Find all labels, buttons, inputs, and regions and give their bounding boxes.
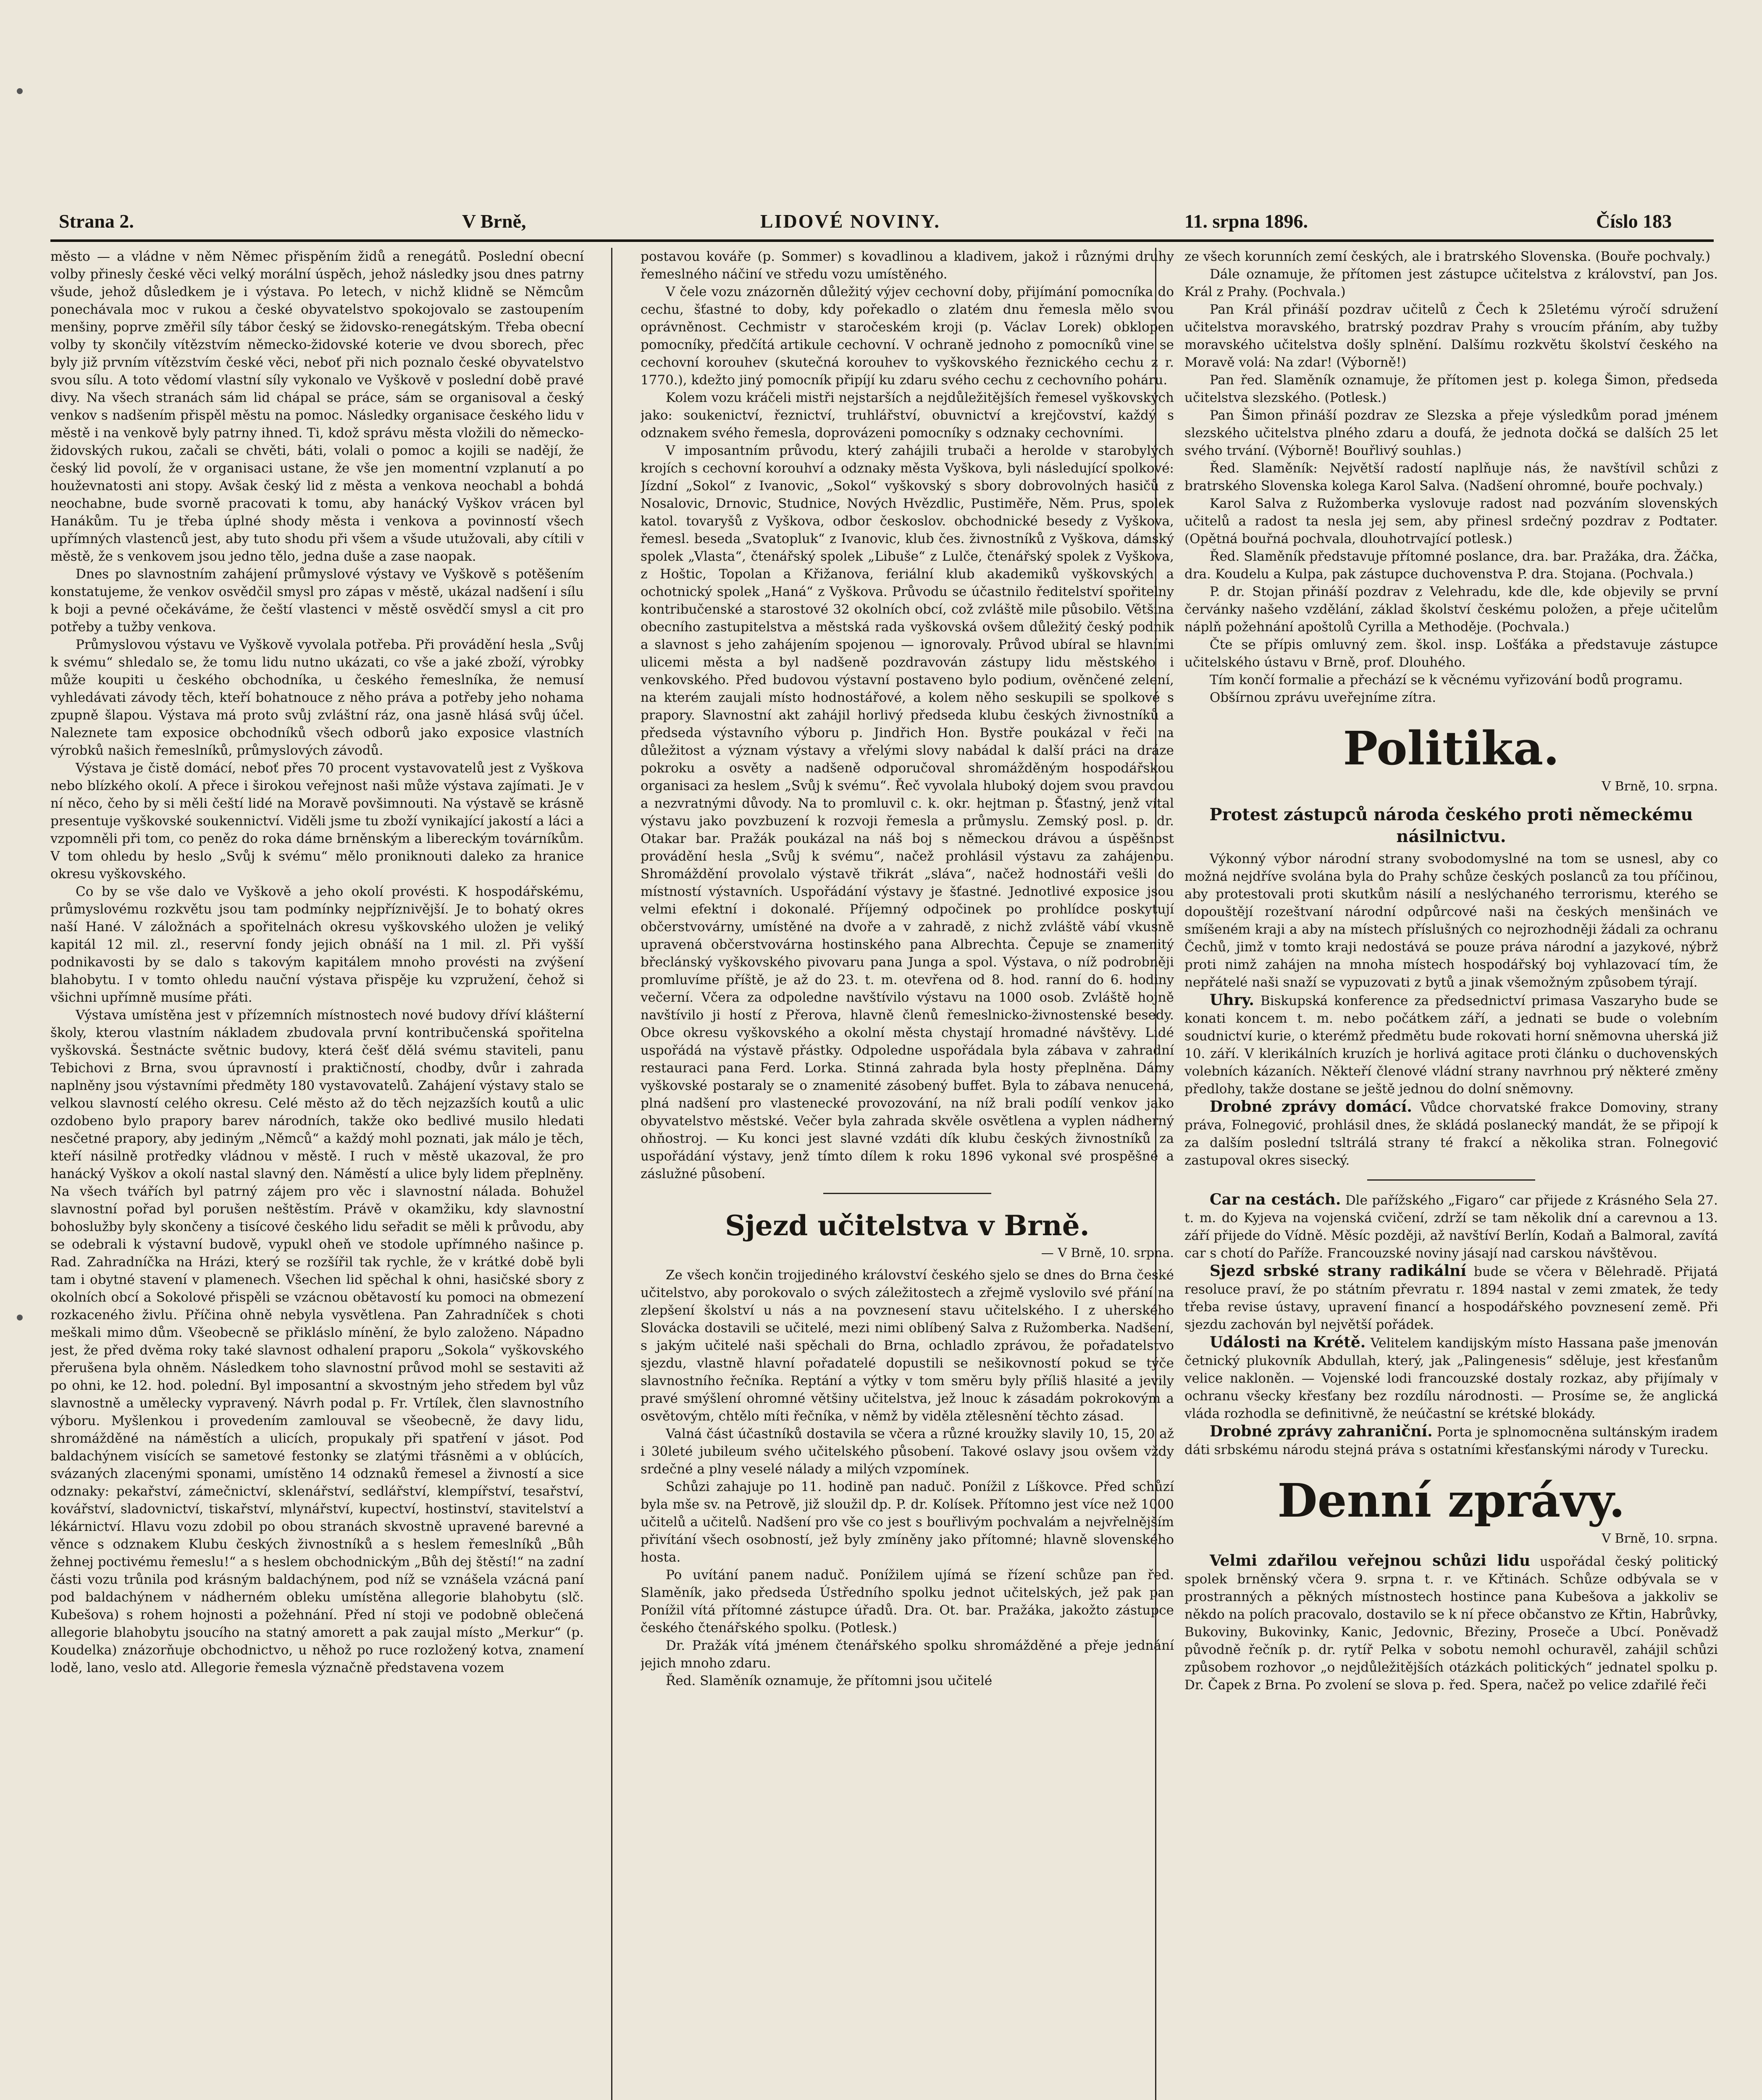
article-heading-teachers: Sjezd učitelstva v Brně.: [725, 1209, 1090, 1242]
column-3: [1184, 248, 1718, 2100]
col1-paragraph: město — a vládne v něm Němec přispěním židů a renegátů. Poslední obecní volby přinesly české věci velký morální úspěch, jehož následky jsou dnes patrny všude, jehož důsledkem je i výstava. Po letech, v nichž klidně se Němcům ponechávala moc v rukou a české obyvatelstvo spokojovalo se zastoupením menšiny, poprve změřil síly tábor český se židovsko-renegátským. Třeba obecní volby ty skončily vítězstvím německo-židovské koterie ve dvou sborech, přec byly již prvním vítězstvím české věci, neboť při nich poznalo české obyvatelstvo svou sílu. A toto vědomí vlastní síly vykonalo ve Vyškově v poslední době pravé divy. Na všech stranách sám lid chápal se práce, sám se organisoval a český venkov s nadšením přispěl městu na pomoc. Následky organisace českého lidu v městě i na venkově byly patrny ihned. Ti, kdož správu města vložili do německo-židovských rukou, začali se chvěti, báti, volali o pomoc a kojili se nadějí, že český lid povolí, že v organisaci ustane, že vše jen momentní vzplanutí a po houževnatosti ani stopy. Avšak český lid z města a venkova neochabl a bohdá neochabne, bude svorně pracovati k tomu, aby hanácký Vyškov vrácen byl Hanákům. Tu je třeba úplné shody města i venkova a povinností všech upřímných vlastenců jest, aby tuto shodu při všem a všude utužovali, aby cítili v městě, že s venkovem jsou jedno tělo, jedna duše a zase naopak.: [50, 249, 584, 564]
run-in-heading: Drobné zprávy domácí.: [1210, 1098, 1412, 1116]
col1-paragraph: Výstava umístěna jest v přízemních místnostech nové budovy dříví klášterní školy, kterou vlastním nákladem zbudovala první kontribučenská spořitelna vyškovská. Šestnácte světnic budovy, která češť dělá svému staviteli, panu Tebichovi z Brna, svou úpravností i praktičností, chodby, dvůr i zahrada naplněny jsou výstavními předměty 180 vystavovatelů. Zahájení výstavy stalo se velkou slavností celého okresu. Celé město až do těch nejzazších koutů a ulic ozdobeno bylo prapory barev národních, takže oko bedlivé musilo hledati nesčetné prapory, aby jediným „Němců“ a každý mohl poznati, jak málo je těch, kteří násilně protředky vládnou v městě. I ruch v městě ukazoval, že pro hanácký Vyškov a okolí nastal slavný den. Náměstí a ulice byly lidem přeplněny. Na všech tvářích byl patrný zájem pro věc i slavnostní nálada. Bohužel slavnostní pořad byl porušen neštěstím. Právě v okamžiku, kdy slavnostní bohoslužby byly skončeny a tisícové českého lidu seřadit se měli k průvodu, aby se odebrali k výstavní budově, vypukl oheň ve stodole upřímného našince p. Rad. Zahradníčka na Hrázi, který se rozšířil tak rychle, že v krátké době byli tam i obytné stavení v plamenech. Všechen lid spěchal k ohni, hasičské sbory z okolních obcí a Sokolové přispěli se vzácnou obětavostí ku pomoci na obmezení rozkaceného živlu. Příčina ohně nebyla vysvětlena. Pan Zahradníček s choti meškali mimo dům. Všeobecně se přikláslo mínění, že bylo založeno. Nápadno jest, že před dvěma roky také slavnost odhalení praporu „Sokola“ vyškovského přerušena byla ohněm. Následkem toho slavnostní průvod mohl se sestaviti až po ohni, ke 12. hod. polední. Byl imposantní a skvostným jeho středem byl vůz slavnostně a umělecky vypravený. Návrh podal p. Fr. Vrtílek, člen slavnostního výboru. Myšlenkou i provedením zamlouval se všeobecně, že davy lidu, shromážděné na náměstích a ulicích, propukaly při spatření v jásot. Pod baldachýnem visících se sametové festonky se zlatými třásněmi a v oblúcích, svázaných zlacenými sponami, umístěno 14 odznaků řemesel a živností a sice odznaky: pekařství, zámečnictví, sklenářství, sedlářství, klempířství, tesařství, kovářství, sladovnictví, tiskařství, mlynářství, kupectví, hostinství, stavitelství a lékárnictví. Hlavu vozu zdobil po obou stranách skvostně upravené barevné a věnce s odznakem Klubu českých živnostníků a s heslem řemeslníků „Bůh žehnej poctivému řemeslu!“ a s heslem obchodnickým „Bůh dej štěstí!“ na zadní části vozu trůnila pod krásným baldachýnem, pod níž se vznášela vzácná paní pod baldachýnem v nádherném obleku umístěna allegorie blahobytu (slč. Kubešova) s rohem hojnosti a požehnání. Před ní stoji ve podobně oblečená allegorie blahobytu jsoucího na statný amorett a pak zaujal místo „Merkur“ (p. Koudelka) znázorňuje obchodnictvo, u něhož po ruce rozložený kotva, znamení lodě, lano, veslo atd. Allegorie řemesla význačně představena vozem: [50, 1008, 584, 1675]
run-in-heading: Car na cestách.: [1210, 1191, 1341, 1208]
col3-paragraph: Pan Král přináší pozdrav učitelů z Čech k 25letému výročí sdružení učitelstva moravského, bratrský pozdrav Prahy s vroucím přáním, aby tužby moravského učitelstva došly splnění. Dalšímu rozkvětu školství českého na Moravě volá: Na zdar! (Výborně!): [1184, 302, 1718, 370]
run-in-heading: Události na Krétě.: [1210, 1334, 1366, 1351]
col3-text: Porta je splnomocněna sultánským iradem dáti srbskému národu stejná práva s ostatními křesťanskými národy v Turecku.: [1184, 1425, 1718, 1457]
col3-paragraph: Karol Salva z Ružomberka vyslovuje radost nad pozváním slovenských učitelů a radost ta nesla jej sem, aby přinesl srdečný pozdrav z Podtater. (Opětná bouřná pochvala, dlouhotrvající potlesk.): [1184, 496, 1718, 546]
col3-text: Biskupská konference za předsednictví primasa Vaszaryho bude se konati koncem t. m. nebo počátkem září, a jednati se bude o volebním soudnictví kurie, o kterémž předmětu bude rokovati horní sněmovna uherská již 10. září. V klerikálních kruzích je horlivá agitace proti článku o duchovenských volebních kázaních. Někteří členové vládní strany navrhnou prý některé změny předlohy, takže dostane se ještě jednou do dolní sněmovny.: [1184, 993, 1718, 1097]
article-separator: [823, 1193, 991, 1194]
section-heading-politics: Politika.: [1343, 721, 1560, 775]
binding-hole-mark: [17, 88, 23, 94]
run-in-heading: Uhry.: [1210, 991, 1254, 1009]
column-1: [50, 248, 584, 2100]
col2-paragraph: postavou kováře (p. Sommer) s kovadlinou a kladivem, jakož i různými druhy řemeslného náčiní ve středu vozu umístěného.: [641, 249, 1174, 282]
col2-paragraph: V imposantním průvodu, který zahájili trubači a herolde v starobylých krojích s cechovní korouhví a odznaky města Vyškova, byli následující spolkové: Jízdní „Sokol“ z Ivanovic, „Sokol“ vyškovský s sbory dobrovolných hasičů z Nosalovic, Drnovic, Studnice, Nových Hvězdlic, Pustiměře, Něm. Prus, spolek katol. tovaryšů z Vyškova, odbor českoslov. obchodnické besedy z Vyškova, řemesl. beseda „Svatopluk“ z Ivanovic, klub čes. živnostníků z Vyškova, dámský spolek „Vlasta“, čtenářský spolek „Libuše“ z Lulče, čtenářský spolek z Vyškova, z Hoštic, Topolan a Křižanova, feriální klub akademiků vyškovských a ochotnický spolek „Haná“ z Vyškova. Průvodu se účastnilo ředitelství spořitelny kontribučenské a starostové 32 okolních obcí, což zvláště mile působilo. Většina obecního zastupitelstva a městská rada vyškovská ovšem důležitý český podnik a slavnost s jeho zahájením spojenou — ignorovaly. Průvod ubíral se hlavními ulicemi města a byl nadšeně pozdravován zástupy lidu městského i venkovského. Před budovou výstavní postaveno bylo podium, ověnčené zelení, na kterém zaujali místo hodnostářové, a kolem něho seskupili se spolkové s prapory. Slavnostní akt zahájil horlivý předseda klubu českých živnostníků a předseda výstavního výboru p. Jindřich Hon. Bystře poukázal v řeči na důležitost a význam výstavy a vřelými slovy nabádal k další práci na dráze pokroku a osvěty a nadšeně odporučoval shromážděným hospodářskou organisaci za heslem „Svůj k svému“. Řeč vyvolala hluboký dojem svou pravdou a nezvratnými důvody. Na to promluvil c. k. okr. hejtman p. Šťastný, jenž vítal výstavu jako povzbuzení k rozvoji řemesla a průmyslu. Zemský posl. p. dr. Otakar bar. Pražák poukázal na náš boj s německou drávou a úspěšnost provádění hesla „Svůj k svému“, načež prohlásil výstavu za zahájenou. Shromáždění provolalo výstavě třikrát „sláva“, načež hodnostáři vešli do místností výstavních. Uspořádání výstavy je šťastné. Jednotlivé exposice jsou velmi efektní i dokonalé. Příjemný odpočinek po prohlídce poskytují občerstvovárny, umístěné na dvoře a v zahradě, z nichž zvláště vábí vkusně upravená občerstvovárna hostinského pana Albrechta. Čepuje se znamenitý břeclánský vyškovského pivovaru pana Junga a spol. Výstava, o níž podrobněji promluvíme příště, je až do 23. t. m. otevřena od 8. hod. ranní do 6. hodiny večerní. Včera za odpoledne navštívilo výstavu na 1000 osob. Zvláště hojně navštívilo ji hostí z Přerova, hlavně členů řemeslnicko-živnostenské besedy. Obce okresu vyškovského a okolní města chystají hromadné návštěvy. Lidé uspořádá na výstavě přástky. Odpoledne uspořádala byla zábava v zahradní restauraci pana Ferd. Lorka. Stinná zahrada byla hosty přeplněna. Dámy vyškovské postaraly se o znamenité zásobený buffet. Byla to zábava nenucená, plná nadšení pro vlastenecké provozování, na níž brali podílí venkov jako obyvatelstvo městské. Večer byla zahrada skvěle osvětlena a vyplen nádherný ohňostroj. — Ku konci jest slavné vzdáti dík klubu českých živnostníků za uspořádání výstavy, jenž tímto dílem k roku 1896 vykonal své prospěšné a záslužné působení.: [641, 443, 1174, 1181]
col3-paragraph: ze všech korunních zemí českých, ale i bratrského Slovenska. (Bouře pochvaly.): [1184, 249, 1710, 264]
dateline: V Brně, 10. srpna.: [1602, 779, 1718, 794]
col2-paragraph: Po uvítání panem naduč. Ponížilem ujímá se řízení schůze pan řed. Slaměník, jako předseda Ústředního spolku jednot učitelských, jež pak pan Ponížil vítá přítomné zástupce úřadů. Dra. Ot. bar. Pražáka, jakožto zástupce českého čtenářského spolku. (Potlesk.): [641, 1567, 1174, 1635]
col3-paragraph: Výkonný výbor národní strany svobodomyslné na tom se usnesl, aby co možná nejdříve svolána byla do Prahy schůze českých poslanců za tou příčinou, aby protestovali proti skutkům násilí a neslýchaného terrorismu, kterého se dopouštějí rozeštvaní národní odpůrcové naši na českých menšinách ve smíšeném kraji a aby na místech příslušných co nejrozhodněji žádali za ochranu Čechů, jimž v tomto kraji nedostává se pouze práva národní a jazykové, nýbrž proti nimž zahájen na mnoha místech hospodářský boj vyhlazovací tím, že nepřátelé naši snaží se vypuzovati z bytů a jinak všemožným způsobem týrají.: [1184, 851, 1718, 990]
col3-paragraph: Čte se přípis omluvný zem. škol. insp. Lošťáka a představuje zástupce učitelského ústavu v Brně, prof. Dlouhého.: [1184, 637, 1718, 670]
col3-paragraph: Pan Šimon přináší pozdrav ze Slezska a přeje výsledkům porad jménem slezského učitelstva plného zdaru a doufá, že jednota dočká se dalších 25 let svého trvání. (Výborně! Bouřlivý souhlas.): [1184, 408, 1718, 458]
issue-number: Číslo 183: [1596, 210, 1672, 232]
col3-text: bude se včera v Bělehradě. Přijatá resoluce praví, že po státním převratu r. 1894 nastal v zemi zmatek, že tedy třeba revise ústavy, upravení financí a hospodářského povznesení země. Při sjezdu zachován byl největší pořádek.: [1184, 1264, 1718, 1332]
binding-hole-mark: [17, 1315, 23, 1320]
col1-paragraph: Co by se vše dalo ve Vyškově a jeho okolí provésti. K hospodářskému, průmyslovému rozkvětu jsou tam podmínky nejpříznivější. Je to bohatý okres naší Hané. V záložnách a spořitelnách okresu vyškovského uložen je veliký kapitál 12 mil. zl., reservní fondy jejich obnáší na 1 mil. zl. Při vyšší podnikavosti by se dalo s takovým kapitálem mnoho provésti na zvýšení blahobytu. I v tomto ohledu nauční výstava přispěje ku vzpružení, čehož si všichni upřímně musíme přáti.: [50, 884, 584, 1005]
section-heading-daily-news: Denní zprávy.: [1277, 1473, 1625, 1528]
col3-paragraph: Řed. Slaměník představuje přítomné poslance, dra. bar. Pražáka, dra. Žáčka, dra. Koudelu a Kulpa, pak zástupce duchovenstva P. dra. Stojana. (Pochvala.): [1184, 549, 1718, 582]
col2-paragraph: Ze všech končin trojjediného království českého sjelo se dnes do Brna české učitelstvo, aby porokovalo o svých záležitostech a zřejmě vyslovilo své přání na zlepšení školství u nás a na povznesení stavu učitelského. I z uherského Slovácka dostavili se učitelé, mezi nimi oblíbený Salva z Ružomberka. Nadšení, s jakým učitelé naši spěchali do Brna, ochladlo zprávou, že pořadatelstvo sjezdu, vlastně hlavní pořadatelé dopustili se nešikovností pokud se týče slavnostního řečníka. Reptání a výtky v tom směru byly příliš hlasité a jevily pravé smýšlení ohromné většiny učitelstva, jež lnouc k zásadám pokrokovým a osvětovým, chtělo míti řečníka, v němž by viděla ztělesnění těchto zásad.: [641, 1268, 1174, 1424]
place-label: V Brně,: [462, 210, 526, 232]
col3-paragraph: Obšírnou zprávu uveřejníme zítra.: [1210, 690, 1436, 705]
page-header: [50, 210, 1714, 244]
col3-paragraph: Řed. Slaměník: Největší radostí naplňuje nás, že navštívil schůzi z bratrského Slovenska kolega Karol Salva. (Nadšení ohromné, bouře pochvaly.): [1184, 461, 1718, 494]
col2-paragraph: V čele vozu znázorněn důležitý výjev cechovní doby, přijímání pomocníka do cechu, šťastné to doby, kdy pořekadlo o zlatém dnu řemesla mělo svou oprávněnost. Cechmistr v staročeském kroji (p. Václav Lorek) obklopen pomocníky, předčítá artikule cechovní. V ochraně jednoho z pomocníků vine se cechovní korouhev (skutečná korouhev to vyškovského řeznického cechu z r. 1770.), kdežto jiný pomocník připíjí ku zdaru svého cechu z cechovního poháru.: [641, 284, 1174, 388]
col3-text: Dle pařížského „Figaro“ car přijede z Krásného Sela 27. t. m. do Kyjeva na vojenská cvičení, zdrží se tam několik dní a carevnou a 13. září přijede do Vídně. Měsíc později, až navštíví Berlín, Kodaň a Balmoral, zavítá car s chotí do Paříže. Francouzské noviny jásají nad carskou návštěvou.: [1184, 1193, 1718, 1261]
masthead-title: LIDOVÉ NOVINY.: [760, 210, 940, 232]
newspaper-page: [50, 185, 1718, 2100]
dateline: — V Brně, 10. srpna.: [1041, 1246, 1174, 1260]
article-separator: [1367, 1179, 1535, 1181]
col3-paragraph: Dále oznamuje, že přítomen jest zástupce učitelstva z království, pan Jos. Král z Prahy. (Pochvala.): [1184, 267, 1718, 299]
col2-paragraph: Valná část účastníků dostavila se včera a různé kroužky slavily 10, 15, 20 až i 30leté jubileum svého učitelského působení. Takové oslavy jsou ovšem vždy srdečné a plny veselé nálady a milých vzpomínek.: [641, 1426, 1174, 1477]
dateline: V Brně, 10. srpna.: [1602, 1531, 1718, 1546]
col3-text: Vůdce chorvatské frakce Domoviny, strany práva, Folnegović, prohlásil dnes, že skládá poslanecký mandát, že se připojí k za dalším poslední tsltrálá strany té frakcí a několika stran. Folnegović zastupoval okres sisecký.: [1184, 1100, 1718, 1168]
col2-paragraph: Schůzi zahajuje po 11. hodině pan naduč. Ponížil z Líškovce. Před schůzí byla mše sv. na Petrově, již sloužil dp. P. dr. Kolísek. Přítomno jest více než 1000 učitelů a učitelů. Nadšení pro vše co jest s bouřlivým pochvalám a nejvřelnějším přivítání všech osobností, jež byly zmíněny jako přítomné; hlavně slovenského hosta.: [641, 1479, 1174, 1565]
col3-text: uspořádal český politický spolek brněnský včera 9. srpna t. r. ve Křtinách. Schůze odbývala se v prostranných a pěkných místnostech hostince pana Kubešova a jakkoliv se někdo na polích pracovalo, dostavilo se k ní přece občanstvo ze Křtin, Habrůvky, Bukoviny, Bukovinky, Kanic, Jedovnic, Březiny, Proseče a Ubcí. Poněvadž původně řečník p. dr. rytíř Pelka v sobotu nemohl ochuravěl, zahájil schůzi způsobem rozhovor „o nejdůležitějších otázkách politických“ jednatel spolku p. Dr. Čapek z Brna. Po zvolení se slova p. řed. Spera, načež po velice zdařilé řeči: [1184, 1554, 1718, 1693]
run-in-heading: Sjezd srbské strany radikální: [1210, 1262, 1467, 1280]
column-2: [641, 248, 1174, 2100]
col1-paragraph: Výstava je čistě domácí, neboť přes 70 procent vystavovatelů jest z Vyškova nebo blízkého okolí. A přece i širokou veřejnost naši může výstava zajímati. Je v ní něco, čeho by si měli čeští lidé na Moravě povšimnouti. Na výstavě se krásně presentuje vyškovské soukennictví. Viděli jsme tu zboží vynikající jakostí a láci a vzpomněli při tom, co peněz do roka dáme brněnským a libereckým továrníkům. V tom ohledu by heslo „Svůj k svému“ mělo proniknouti daleko za hranice okresu vyškovského.: [50, 761, 584, 882]
col3-paragraph: Tím končí formalie a přechází se k věcnému vyřizování bodů programu.: [1210, 672, 1683, 688]
col2-paragraph: Řed. Slaměník oznamuje, že přítomni jsou učitelé: [666, 1673, 993, 1688]
col3-paragraph: Pan řed. Slaměník oznamuje, že přítomen jest p. kolega Šimon, předseda učitelstva slezského. (Potlesk.): [1184, 373, 1718, 405]
col2-paragraph: Kolem vozu kráčeli mistři nejstarších a nejdůležitějších řemesel vyškovských jako: soukenictví, řeznictví, truhlářství, obuvnictví a krejčovství, každý s odznakem svého řemesla, doprovázeni pomocníky s odznaky cechovními.: [641, 390, 1174, 441]
col3-paragraph: P. dr. Stojan přináší pozdrav z Velehradu, kde dle, kde objevily se první červánky našeho vzdělání, základ školství českému položen, a přeje učitelům náplň požehnání apoštolů Cyrilla a Methoděje. (Pochvala.): [1184, 584, 1718, 635]
col1-paragraph: Dnes po slavnostním zahájení průmyslové výstavy ve Vyškově s potěšením konstatujeme, že venkov osvědčil smysl pro zápas v městě, ukázal nadšení i sílu k boji a pevné očekáváme, že čeští vlastenci v městě osvědčí smysl a cit pro potřeby a tužby venkova.: [50, 567, 584, 635]
col1-paragraph: Průmyslovou výstavu ve Vyškově vyvolala potřeba. Při provádění hesla „Svůj k svému“ shledalo se, že tomu lidu nutno ukázati, co vše a jaké zboží, výrobky může koupiti u českého obchodníka, u českého řemeslníka, že nemusí vyhledávati závody těch, kteří bohatnouce z něho práva a potřeby jeho nohama zpupně šlapou. Výstava má proto svůj zvláštní ráz, ona jasně hlásá svůj účel. Naleznete tam exposice obchodníků všech odborů jako exposice vlastních výrobků našich řemeslníků, průmyslových závodů.: [50, 637, 584, 758]
page-number: Strana 2.: [59, 210, 134, 232]
col3-text: Velitelem kandijským místo Hassana paše jmenován četnický plukovník Abdullah, který, jak „Palingenesis“ sděluje, jest křesťanům velice nakloněn. — Vojenské lodi francouzské dostaly rozkaz, aby přijímaly v ochranu všecky křesťany bez rozdílu národnosti. — Prosíme se, že anglická vláda rozhodla se definitivně, že neúčastní se krétské blokády.: [1184, 1336, 1718, 1421]
column-rule-1: [611, 248, 612, 2100]
article-subheading-protest: Protest zástupců národa českého proti německému násilnictvu.: [1209, 805, 1693, 846]
col2-paragraph: Dr. Pražák vítá jménem čtenářského spolku shromážděné a přeje jednání jejich mnoho zdaru.: [641, 1638, 1174, 1671]
header-rule: [50, 239, 1714, 242]
issue-date: 11. srpna 1896.: [1184, 210, 1308, 232]
run-in-heading: Velmi zdařilou veřejnou schůzi lidu: [1210, 1552, 1531, 1570]
run-in-heading: Drobné zprávy zahraniční.: [1210, 1423, 1433, 1440]
